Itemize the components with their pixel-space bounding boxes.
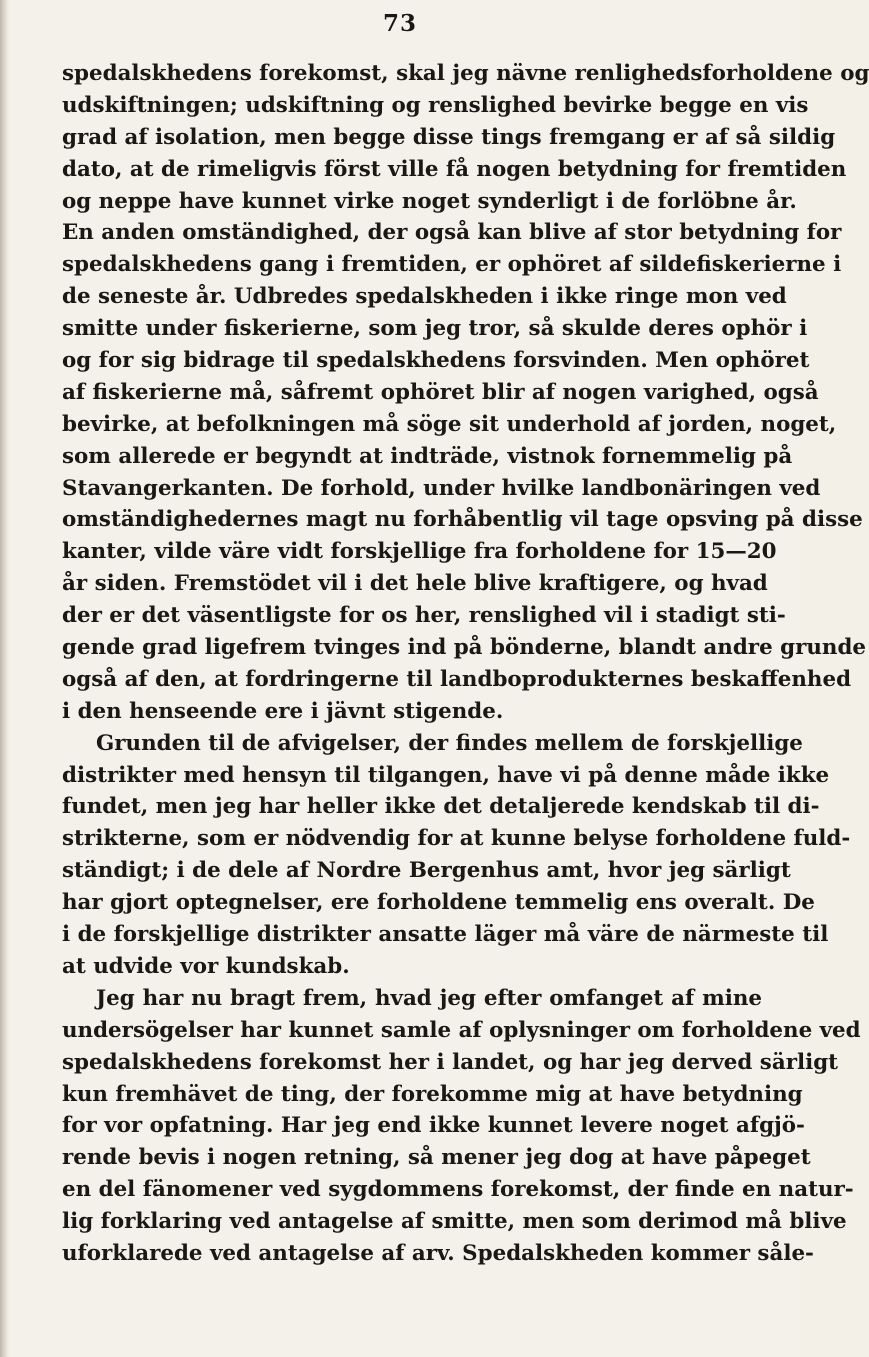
text-line: også af den, at fordringerne til landboprodukternes beskaffenhed [62,666,852,692]
text-line: distrikter med hensyn til tilgangen, have vi på denne måde ikke [62,762,830,788]
text-line: uforklarede ved antagelse af arv. Spedalskheden kommer såle- [62,1240,814,1266]
text-line: år siden. Fremstödet vil i det hele blive kraftigere, og hvad [62,571,768,597]
text-line: at udvide vor kundskab. [62,953,350,979]
text-line: af fiskerierne må, såfremt ophöret blir af nogen varighed, også [62,379,819,405]
text-line: dato, at de rimeligvis först ville få nogen betydning for fremtiden [62,156,847,182]
text-line: og neppe have kunnet virke noget synderligt i de forlöbne år. [62,188,797,214]
text-line: En anden omständighed, der også kan blive af stor betydning for [62,220,842,246]
text-line: bevirke, at befolkningen må söge sit underhold af jorden, noget, [62,411,837,437]
text-line: i de forskjellige distrikter ansatte läger må väre de närmeste til [62,922,829,948]
text-line: de seneste år. Udbredes spedalskheden i ikke ringe mon ved [62,284,787,310]
text-line: spedalskhedens forekomst her i landet, og har jeg derved särligt [62,1049,839,1075]
text-line: lig forklaring ved antagelse af smitte, men som derimod må blive [62,1209,847,1235]
text-line: for vor opfatning. Har jeg end ikke kunnet levere noget afgjö- [62,1113,805,1139]
text-line: som allerede er begyndt at indträde, vistnok fornemmelig på [62,443,793,469]
text-line: spedalskhedens forekomst, skal jeg nävne renlighedsforholdene og [62,61,869,86]
text-line: Jeg har nu bragt frem, hvad jeg efter omfanget af mine [96,985,762,1011]
text-line: omständighedernes magt nu forhåbentlig vil tage opsving på disse [62,507,863,533]
text-line: fundet, men jeg har heller ikke det detaljerede kendskab til di- [62,794,820,820]
text-line: og for sig bidrage til spedalskhedens forsvinden. Men ophöret [62,348,810,374]
page-edge-shadow [0,0,10,1357]
text-line: en del fänomener ved sygdommens forekomst, der finde en natur- [62,1177,854,1203]
text-line: rende bevis i nogen retning, så mener jeg dog at have påpeget [62,1145,811,1171]
text-line: gende grad ligefrem tvinges ind på bönderne, blandt andre grunde [62,635,867,661]
page-number: 73 [382,10,417,37]
text-line: Stavangerkanten. De forhold, under hvilke landbonäringen ved [62,475,821,501]
text-line: har gjort optegnelser, ere forholdene temmelig ens overalt. De [62,890,815,916]
text-line: Grunden til de afvigelser, der findes mellem de forskjellige [96,730,803,756]
text-line: undersögelser har kunnet samle af oplysninger om forholdene ved [62,1017,861,1043]
text-line: spedalskhedens gang i fremtiden, er ophöret af sildefiskerierne i [62,252,842,278]
text-line: i den henseende ere i jävnt stigende. [62,698,504,724]
text-line: strikterne, som er nödvendig for at kunne belyse forholdene fuld- [62,826,851,852]
text-line: grad af isolation, men begge disse tings fremgang er af så sildig [62,124,836,150]
body-text [62,58,869,1270]
text-line: kanter, vilde väre vidt forskjellige fra forholdene for 15—20 [62,539,777,565]
text-line: ständigt; i de dele af Nordre Bergenhus amt, hvor jeg särligt [62,858,791,884]
text-line: udskiftningen; udskiftning og renslighed bevirke begge en vis [62,92,809,118]
text-line: der er det väsentligste for os her, renslighed vil i stadigt sti- [62,603,786,629]
text-line: smitte under fiskerierne, som jeg tror, så skulde deres ophör i [62,316,808,342]
text-line: kun fremhävet de ting, der forekomme mig at have betydning [62,1081,803,1107]
